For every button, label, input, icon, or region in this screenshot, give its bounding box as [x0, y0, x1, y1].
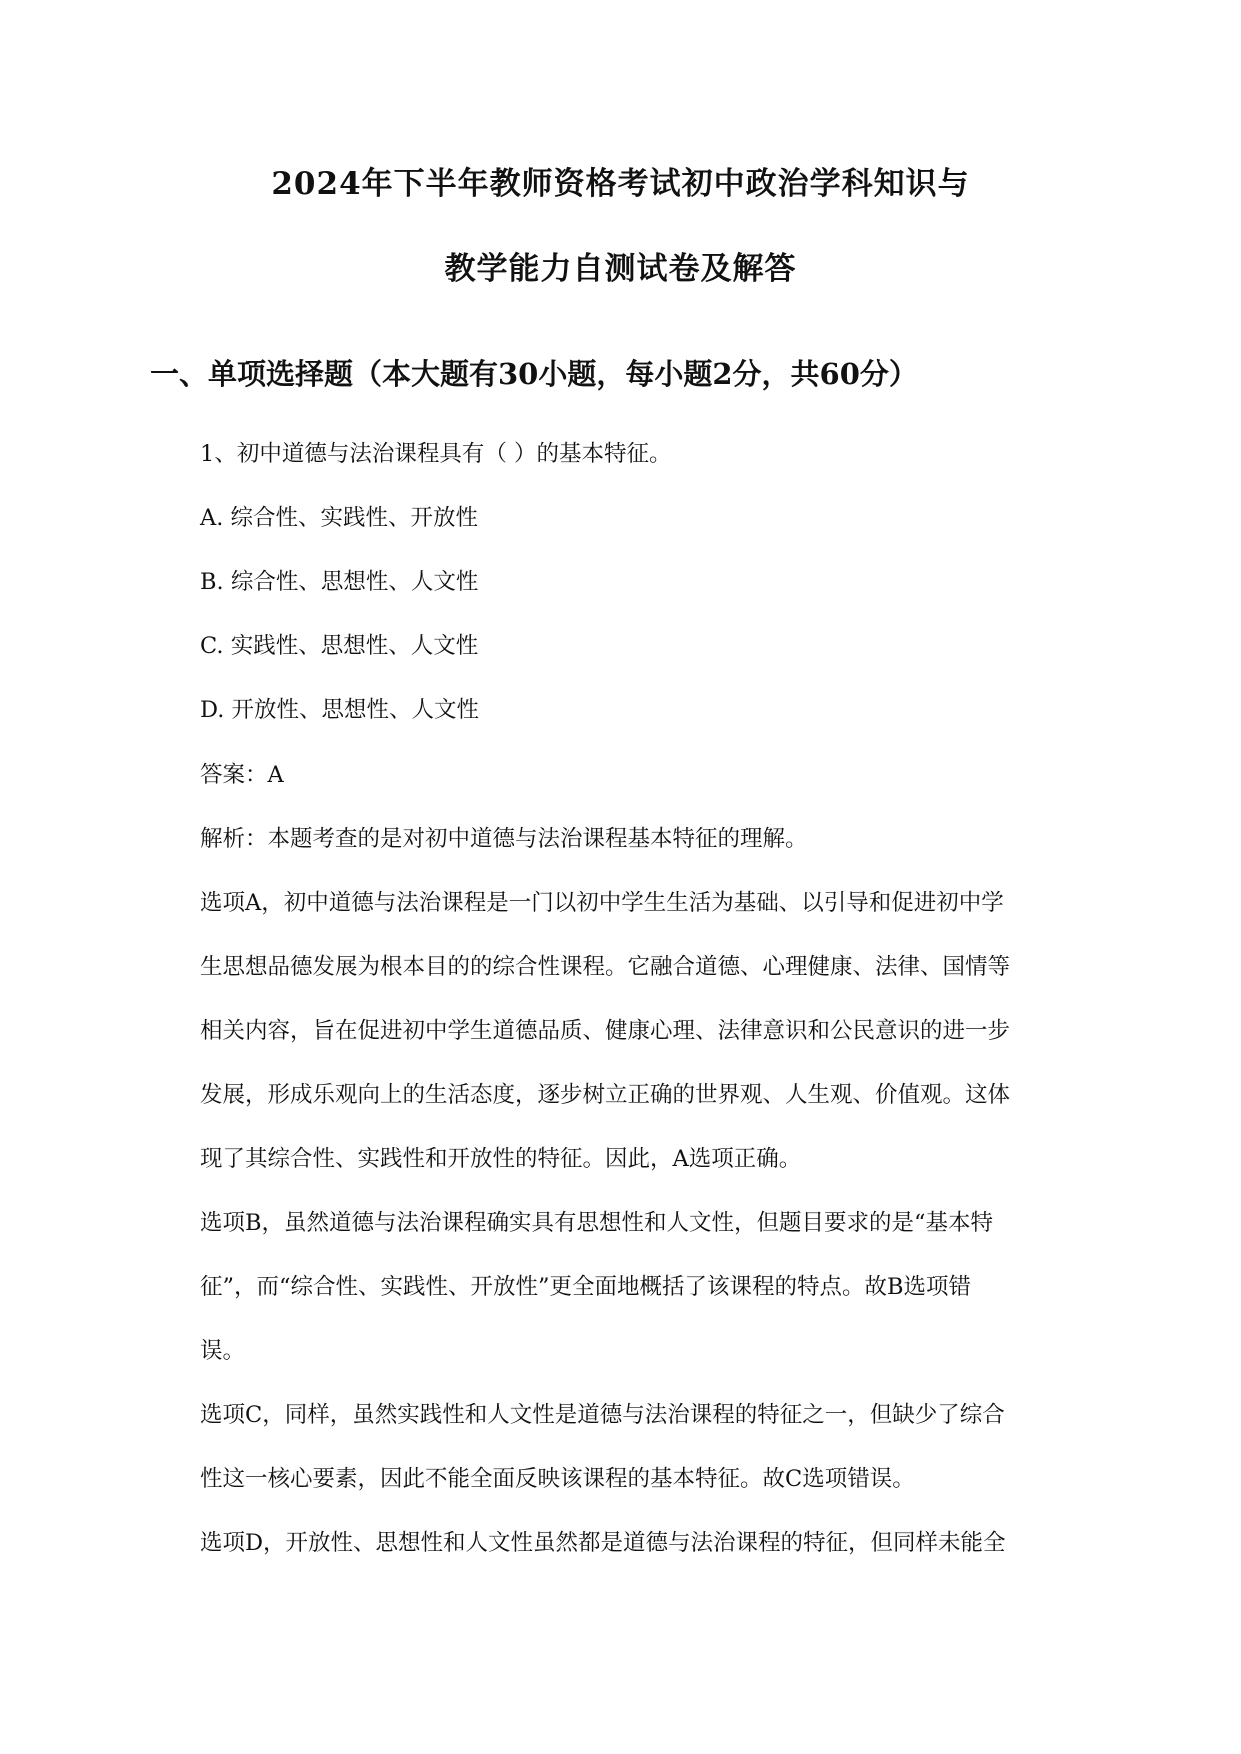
analysis-a-line: 生思想品德发展为根本目的的综合性课程。它融合道德、心理健康、法律、国情等	[200, 954, 1011, 980]
answer-line: 答案：A	[200, 762, 284, 788]
analysis-b-line: 选项B，虽然道德与法治课程确实具有思想性和人文性，但题目要求的是“基本特	[200, 1210, 994, 1236]
option-c: C. 实践性、思想性、人文性	[200, 633, 479, 659]
title-line-1: 2024年下半年教师资格考试初中政治学科知识与	[271, 166, 970, 202]
option-a: A. 综合性、实践性、开放性	[200, 505, 479, 531]
analysis-c-line: 选项C，同样，虽然实践性和人文性是道德与法治课程的特征之一，但缺少了综合	[200, 1402, 1005, 1428]
option-d: D. 开放性、思想性、人文性	[200, 697, 480, 723]
question-stem: 1、初中道德与法治课程具有（ ）的基本特征。	[200, 441, 672, 467]
section-heading: 一、单项选择题（本大题有30小题，每小题2分，共60分）	[150, 357, 918, 391]
analysis-a-line: 选项A，初中道德与法治课程是一门以初中学生生活为基础、以引导和促进初中学	[200, 890, 1004, 916]
option-b: B. 综合性、思想性、人文性	[200, 569, 479, 595]
analysis-intro: 解析：本题考查的是对初中道德与法治课程基本特征的理解。	[200, 826, 808, 852]
analysis-a-line: 现了其综合性、实践性和开放性的特征。因此，A选项正确。	[200, 1146, 802, 1172]
title-line-2: 教学能力自测试卷及解答	[444, 251, 797, 287]
analysis-c-line: 性这一核心要素，因此不能全面反映该课程的基本特征。故C选项错误。	[200, 1466, 915, 1492]
analysis-d-line: 选项D，开放性、思想性和人文性虽然都是道德与法治课程的特征，但同样未能全	[200, 1530, 1006, 1556]
analysis-a-line: 发展，形成乐观向上的生活态度，逐步树立正确的世界观、人生观、价值观。这体	[200, 1082, 1011, 1108]
analysis-a-line: 相关内容，旨在促进初中学生道德品质、健康心理、法律意识和公民意识的进一步	[200, 1018, 1011, 1044]
analysis-b-line: 误。	[200, 1338, 246, 1364]
analysis-b-line: 征”，而“综合性、实践性、开放性”更全面地概括了该课程的特点。故B选项错	[200, 1274, 972, 1300]
